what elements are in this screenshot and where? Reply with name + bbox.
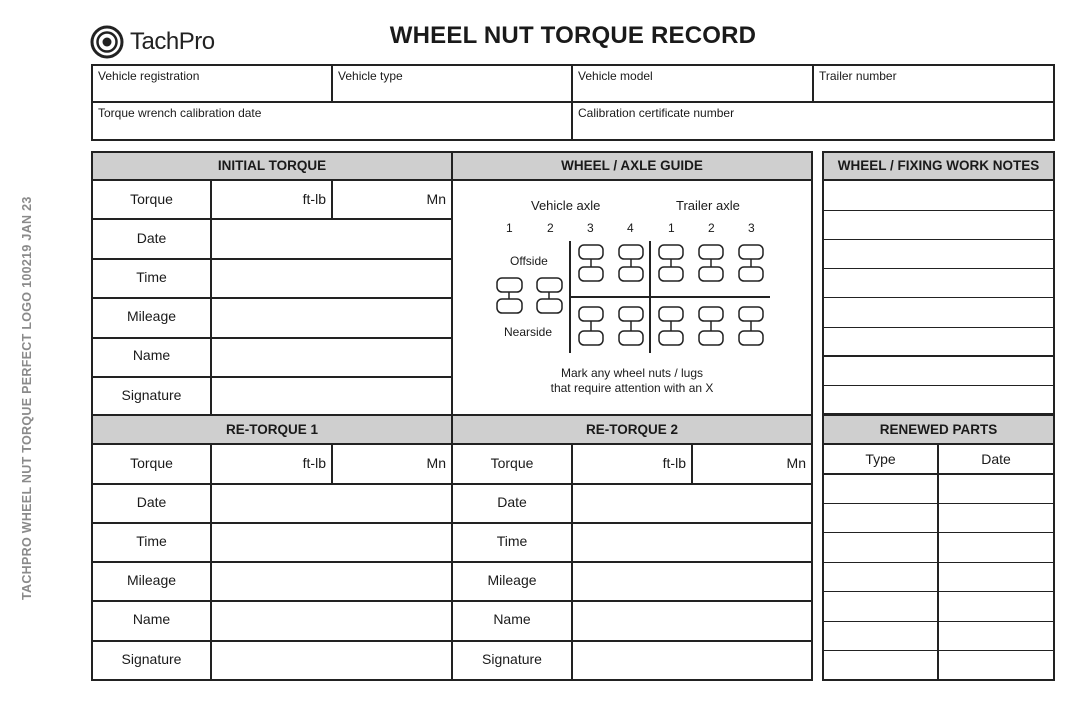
retorque2-time-row-label: Time [496, 533, 528, 549]
vehicle-axle-number: 4 [627, 221, 634, 235]
axle-guide-note-line2: that require attention with an X [550, 381, 714, 395]
retorque1-torque-row-label: Torque [130, 455, 173, 471]
offside-label: Offside [510, 254, 548, 268]
axle-guide-header: WHEEL / AXLE GUIDE [451, 151, 813, 181]
renewed-parts-input[interactable] [824, 475, 1053, 679]
work-notes-input[interactable] [824, 181, 1053, 413]
initial-time-input[interactable] [212, 260, 451, 297]
vehicle-registration-label: Vehicle registration [98, 69, 200, 83]
initial-torque-header: INITIAL TORQUE [91, 151, 453, 181]
retorque2-mn-unit[interactable]: Mn [786, 455, 806, 471]
retorque2-date-row-label: Date [497, 494, 527, 510]
renewed-parts-header: RENEWED PARTS [822, 414, 1055, 445]
tachpro-logo-icon [90, 25, 124, 59]
vehicle-registration-field[interactable] [93, 66, 331, 101]
retorque1-name-row-label: Name [132, 611, 171, 627]
retorque2-name-row-label: Name [493, 611, 531, 627]
retorque1-signature-row-label: Signature [121, 651, 182, 667]
trailer-axle-number: 3 [748, 221, 755, 235]
vehicle-axle-number: 2 [547, 221, 554, 235]
brand-name: TachPro [130, 28, 215, 55]
trailer-number-label: Trailer number [819, 69, 897, 83]
retorque2-signature-row-label: Signature [482, 651, 542, 667]
initial-date-input[interactable] [212, 220, 451, 258]
trailer-axle-number: 1 [668, 221, 675, 235]
retorque2-ftlb-unit[interactable]: ft-lb [662, 455, 686, 471]
initial-date-row-label: Date [136, 230, 167, 246]
trailer-number-field[interactable] [814, 66, 1053, 101]
brand-logo [90, 24, 215, 60]
retorque1-date-row-label: Date [136, 494, 167, 510]
retorque1-mileage-row-label: Mileage [126, 572, 177, 588]
vehicle-type-field[interactable] [333, 66, 571, 101]
retorque1-ftlb-unit[interactable]: ft-lb [302, 455, 326, 471]
retorque2-header: RE-TORQUE 2 [451, 414, 813, 445]
calibration-date-label: Torque wrench calibration date [98, 106, 262, 120]
certificate-number-field[interactable] [573, 103, 1053, 139]
certificate-number-label: Calibration certificate number [578, 106, 735, 120]
retorque1-header: RE-TORQUE 1 [91, 414, 453, 445]
work-notes-header: WHEEL / FIXING WORK NOTES [822, 151, 1055, 181]
vehicle-axle-number: 1 [506, 221, 513, 235]
initial-mileage-input[interactable] [212, 299, 451, 337]
initial-name-input[interactable] [212, 339, 451, 376]
initial-mileage-row-label: Mileage [126, 308, 177, 324]
renewed-parts-type-column: Type [865, 451, 896, 467]
vehicle-type-label: Vehicle type [338, 69, 403, 83]
initial-time-row-label: Time [136, 269, 167, 285]
retorque1-mn-unit[interactable]: Mn [426, 455, 446, 471]
initial-torque-row-label: Torque [130, 191, 173, 207]
initial-signature-input[interactable] [212, 378, 451, 414]
vehicle-axle-label: Vehicle axle [531, 198, 601, 213]
initial-signature-row-label: Signature [121, 387, 182, 403]
initial-ftlb-unit[interactable]: ft-lb [302, 191, 326, 207]
page-title: WHEEL NUT TORQUE RECORD [389, 22, 757, 49]
retorque1-time-row-label: Time [136, 533, 167, 549]
renewed-parts-date-column: Date [981, 451, 1011, 467]
vehicle-model-label: Vehicle model [578, 69, 653, 83]
calibration-date-field[interactable] [93, 103, 571, 139]
axle-guide-diagram [453, 181, 811, 414]
nearside-label: Nearside [504, 325, 553, 339]
vehicle-model-field[interactable] [573, 66, 812, 101]
retorque2-mileage-row-label: Mileage [487, 572, 537, 588]
trailer-axle-number: 2 [708, 221, 715, 235]
initial-mn-unit[interactable]: Mn [426, 191, 446, 207]
vehicle-axle-number: 3 [587, 221, 594, 235]
trailer-axle-label: Trailer axle [676, 198, 740, 213]
initial-name-row-label: Name [132, 347, 171, 363]
retorque2-torque-row-label: Torque [490, 455, 534, 471]
side-product-code: TACHPRO WHEEL NUT TORQUE PERFECT LOGO 100219 JAN 23 [20, 196, 34, 600]
axle-guide-note-line1: Mark any wheel nuts / lugs [560, 366, 704, 380]
